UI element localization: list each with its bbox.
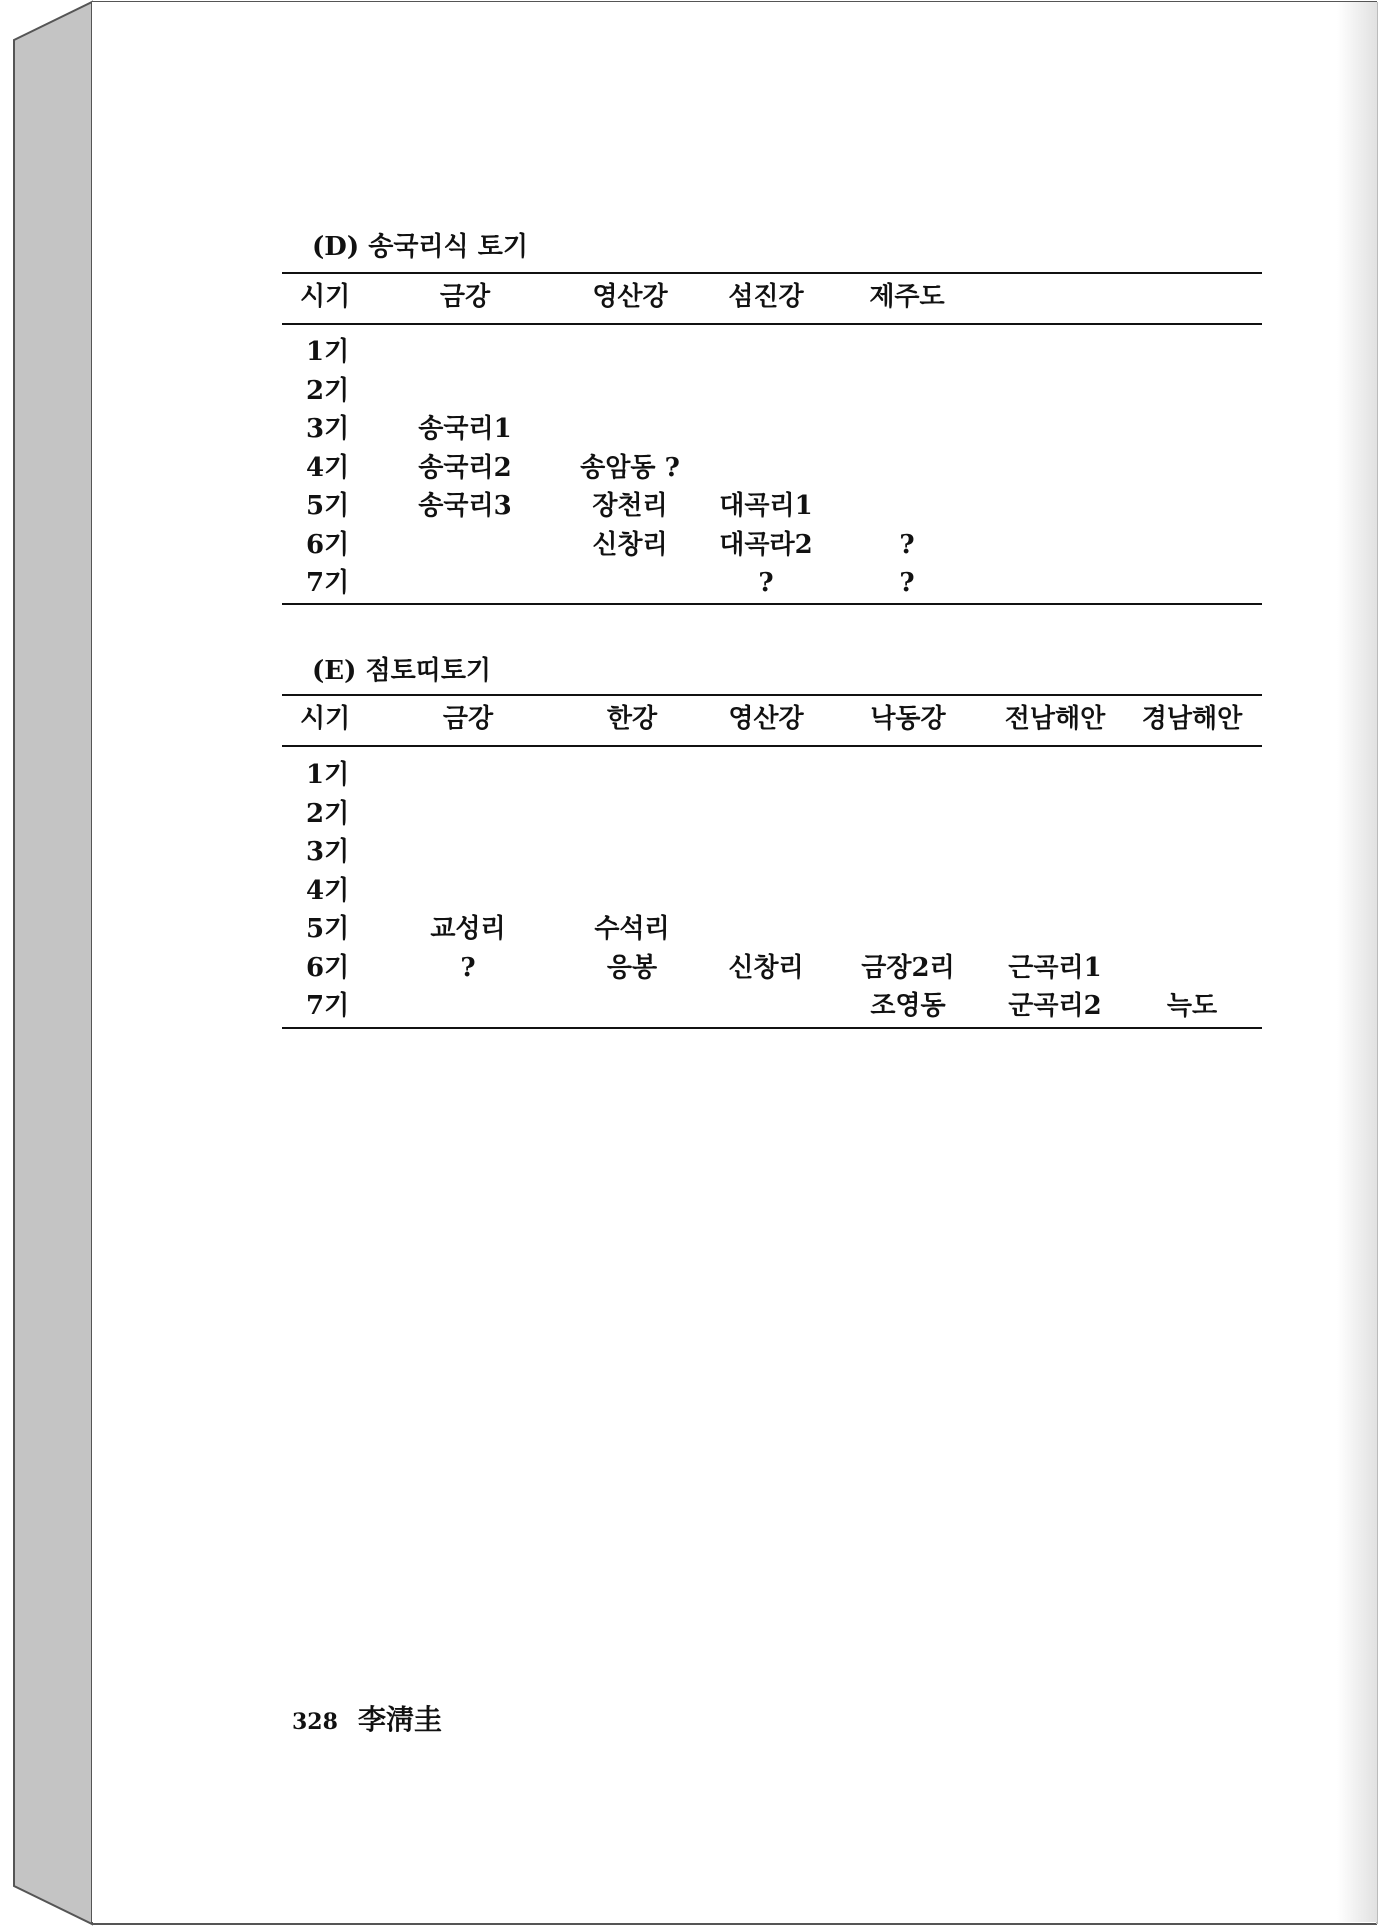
table-row [282, 987, 1262, 1025]
table-row [282, 410, 1262, 448]
table-row [282, 949, 1262, 987]
row-period-label: 6기 [306, 529, 350, 560]
site-name-cell: ? [899, 529, 915, 560]
table-bottom-rule [282, 603, 1262, 605]
table-row [282, 872, 1262, 910]
table-row [282, 564, 1262, 602]
site-name-cell: ? [899, 568, 915, 598]
site-name-cell: 대곡리1 [719, 491, 813, 521]
table-row [282, 756, 1262, 794]
table-header-rule [282, 745, 1262, 747]
column-header: 금강 [439, 282, 491, 312]
column-header: 경남해안 [1141, 704, 1243, 734]
site-name-cell: 신창리 [592, 529, 668, 560]
site-name-cell: 근곡리1 [1008, 952, 1102, 983]
table-row [282, 910, 1262, 948]
author-name: 李淸圭 [357, 1703, 442, 1736]
column-header: 전남해안 [1004, 704, 1106, 734]
table-header-row [282, 700, 1262, 738]
column-header-period: 시기 [300, 704, 351, 734]
column-header: 금강 [442, 704, 494, 734]
site-name-cell: 송국리2 [418, 452, 512, 483]
table-row [282, 449, 1262, 487]
row-period-label: 4기 [306, 875, 350, 906]
page-edge-shadow [1337, 2, 1377, 1922]
row-period-label: 6기 [306, 952, 350, 983]
table-row [282, 333, 1262, 371]
table-row [282, 372, 1262, 410]
column-header: 섬진강 [728, 282, 804, 312]
column-header: 영산강 [592, 282, 668, 312]
table-row [282, 833, 1262, 871]
site-name-cell: 송국리3 [418, 491, 512, 521]
row-period-label: 7기 [306, 991, 350, 1021]
page-number: 328 [292, 1709, 338, 1735]
site-name-cell: ? [460, 952, 476, 983]
column-header: 제주도 [869, 282, 945, 312]
site-name-cell: 금장2리 [861, 952, 955, 983]
table-header-row [282, 278, 1262, 316]
site-name-cell: 송국리1 [418, 414, 512, 444]
row-period-label: 2기 [306, 375, 350, 406]
table-e [282, 652, 1262, 1032]
table-bottom-rule [282, 1027, 1262, 1029]
table-top-rule [282, 272, 1262, 274]
row-period-label: 5기 [306, 491, 350, 521]
table-top-rule [282, 694, 1262, 696]
row-period-label: 5기 [306, 914, 350, 944]
table-row [282, 526, 1262, 564]
table-title: (E) 점토띠토기 [312, 656, 492, 686]
site-name-cell: 조영동 [870, 991, 946, 1021]
page-footer [292, 1700, 442, 1740]
site-name-cell: 응봉 [606, 952, 658, 983]
site-name-cell: 장천리 [592, 491, 668, 521]
site-name-cell: 수석리 [594, 914, 670, 944]
site-name-cell: 송암동 ? [580, 452, 680, 483]
site-name-cell: 교성리 [430, 914, 506, 944]
site-name-cell: 군곡리2 [1008, 991, 1102, 1021]
site-name-cell: 대곡라2 [719, 529, 813, 560]
table-header-rule [282, 323, 1262, 325]
column-header: 한강 [606, 704, 658, 734]
site-name-cell: 신창리 [728, 952, 804, 983]
row-period-label: 1기 [306, 337, 350, 367]
row-period-label: 1기 [306, 760, 350, 790]
column-header-period: 시기 [300, 282, 351, 312]
row-period-label: 3기 [306, 837, 350, 867]
column-header: 영산강 [728, 704, 804, 734]
column-header: 낙동강 [870, 704, 946, 734]
site-name-cell: 늑도 [1166, 991, 1218, 1021]
table-d [282, 228, 1262, 608]
table-row [282, 795, 1262, 833]
table-row [282, 487, 1262, 525]
row-period-label: 2기 [306, 798, 350, 829]
row-period-label: 7기 [306, 568, 350, 598]
row-period-label: 4기 [306, 452, 350, 483]
site-name-cell: ? [758, 568, 774, 598]
table-title: (D) 송국리식 토기 [312, 232, 528, 262]
row-period-label: 3기 [306, 414, 350, 444]
